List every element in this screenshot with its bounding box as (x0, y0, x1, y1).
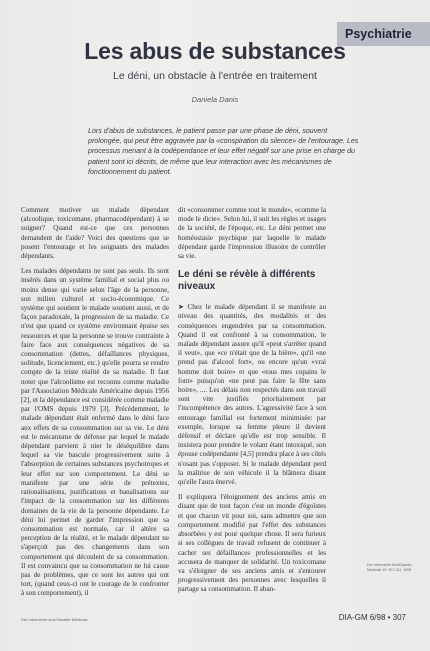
abstract: Lors d'abus de substances, le patient passe par une phase de déni, souvent prolongée, qui peut être aggravée par la «conspiration du silence» de l'entourage. Les processus menant à la codépendance et leur effet négatif sur une prise en charge du patient sont ici décrits, de même que leur interaction avec les mécanismes de fonctionnement du patient. (88, 127, 359, 176)
article-subtitle: Le déni, un obstacle à l'entrée en traitement (113, 70, 317, 82)
author-name: Daniela Danis (191, 95, 239, 104)
paragraph: dit «consommer comme tout le monde», «comme la mode le dicte». Selon lui, il suit les règles et usages de la société, de l'époque, etc. Le déni permet une homéostasie psychique par laquelle le malade dépendant garde l'impression illusoire de contrôler sa vie. (178, 206, 326, 261)
article-title: Les abus de substances (84, 38, 346, 64)
paragraph: Il expliquera l'éloignement des anciens amis en disant que de tout façon c'est un monde d'égoïstes et que chacun vit pour soi, sans admettre que son comportement modifié par l'effet des substances absorbées y est pour quelque chose. Il sera furieux si ses collègues de travail refusent de continuer à cacher ses défaillances professionnelles et les accusera de manquer de solidarité. Un toxicomane va s'éloigner de ses anciens amis et s'entourer progressivement des personnes avec lesquelles il partage sa consommation. Il aban- (178, 493, 326, 594)
right-column (178, 206, 326, 604)
footer-journal: Der informierte Arzt/Gazette Médicale (21, 617, 88, 622)
paragraph: Comment motiver un malade dépendant (alcoolique, toxicomane, pharmacodépendant) à se soigner? Quand est-ce que ces personnes demandent de l'aide? Voici des questions que se posent l'entourage et les soignants des malades dépendants. (21, 206, 169, 261)
paragraph: ➤ Chez le malade dépendant il se manifeste au niveau des quantités, des modalités et des conséquences engendrées par sa consommation. Quand il est confronté à sa consommation, le malade dépendant assure qu'il «peut s'arrêter quand il veut», que «ce n'était que de la bière», qu'il «ne prend pas d'alcool fort», ou encore qu'un «vrai homme doit boire» et que «tous mes copains le font» puisqu'on «ne peut pas faire la fête sans boire», .... Les délais non respectés dans son travail sont vite justifiés prioritairement par l'incompétence des autres. L'agressivité face à son entourage familial est fortement minimisée: par exemple, lorsque sa femme pleure il devient défensif et déclare qu'elle est trop sensible. Il insistera pour prendre le volant étant intoxiqué, son épouse codépendante [4,5] prendra place à ses côtés n'osant pas s'opposer. Si le malade dépendant perd la maîtrise de son véhicule il la blâmera disant qu'elle l'aura énervé. (178, 303, 326, 487)
section-tab: Psychiatrie (337, 22, 430, 46)
left-column (21, 206, 169, 604)
paragraph: Les malades dépendants ne sont pas seuls. Ils sont insérés dans un système familial et social plus ou moins dense qui varie selon l'âge de la personne, son milieu culturel et socio-économique. Ce système qui soutient le malade soutient aussi, et de façon paradoxale, la progression de sa maladie. Ce n'est que quand ce système environnant épuise ses ressources et que la personne se trouve contrainte à faire face aux conséquences négatives de sa consommation (dettes, défaillances physiques, solitude, licenciement, etc.) qu'elle pourra se rendre compte de la triste réalité de sa maladie. Il faut noter que l'alcoolisme est reconnu comme maladie par l'Association Médicale Américaine depuis 1956 [2], et la dépendance est considérée comme maladie par l'OMS depuis 1979 [3]. Précédemment, le malade dépendant était enfermé dans le déni face aux effets de sa consommation sur sa vie. Le déni est le mécanisme de défense par lequel le malade dépendant parvient à nier le déséquilibre dans lequel sa vie bascule progressivement suite à l'absorption de certaines substances psychotropes et leur effet sur son comportement. Le déni se manifeste par une série de prétextes, rationalisations, justifications et banalisations sur l'impact de la consommation sur les différents domaines de la vie de la personne dépendante. Le déni lui permet de garder l'impression que sa consommation est normale, car il altère sa perception de la réalité, et le malade dépendant ne s'aperçoit pas des changements dans son comportement qui découlent de sa consommation. Il est convaincu que sa consommation ne lui cause pas de problèmes, que ce sont les autres qui ont tort, (quand ceux-ci ont le courage de le confronter à son comportement), il (21, 267, 169, 598)
page-reference: DIA-GM 6/98 • 307 (338, 613, 406, 622)
section-heading: Le déni se révèle à différents niveaux (178, 269, 316, 293)
citation-note: Der informierte Arzt/Gazette Médicale 19: 307-311, 1998 (367, 563, 412, 572)
